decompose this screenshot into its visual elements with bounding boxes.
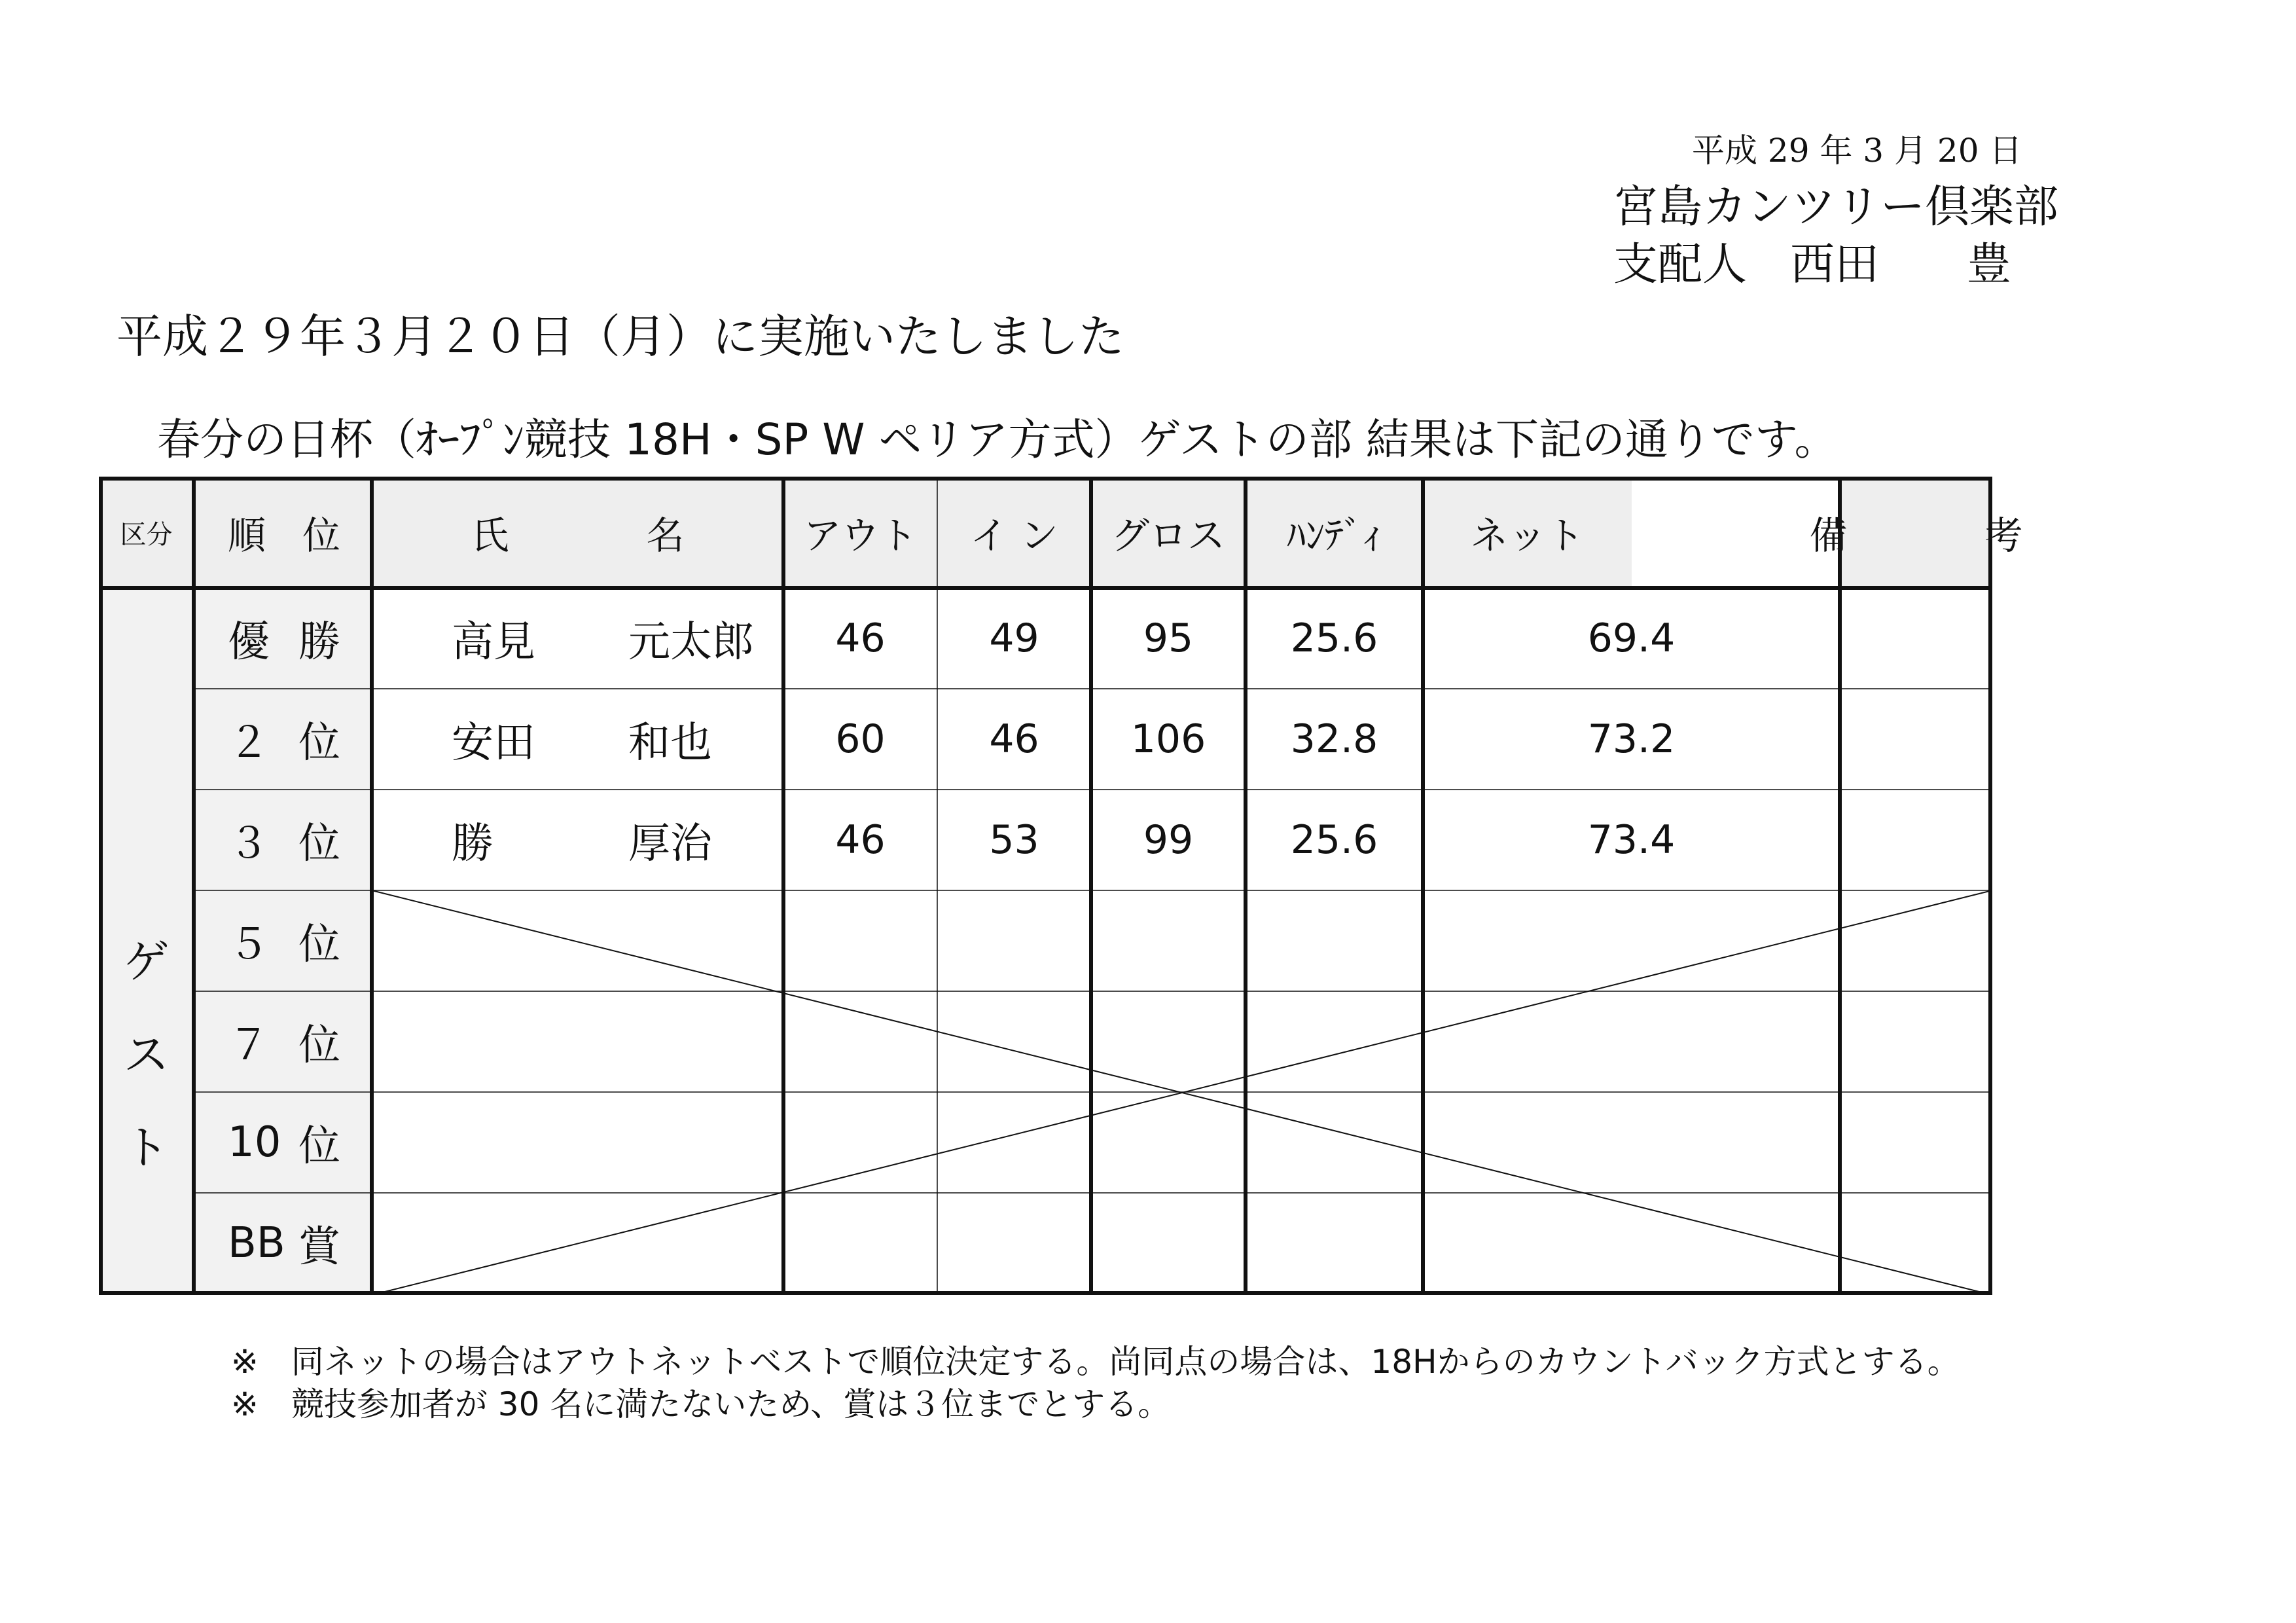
- table-grid: [99, 477, 1992, 1295]
- gross-cell: 95: [1143, 615, 1194, 661]
- rank-part: 10: [228, 1118, 281, 1167]
- rank-part: ７: [228, 1021, 270, 1070]
- player-last-name: 安田: [452, 719, 535, 767]
- manager-first-name: 豊: [1967, 239, 2012, 291]
- issue-date: 平成 29 年 3 月 20 日: [1692, 132, 2022, 170]
- out-cell: 46: [835, 615, 886, 661]
- name-header-char: 氏: [471, 513, 509, 558]
- manager-line: [1613, 229, 2011, 293]
- in-cell: 53: [989, 817, 1039, 863]
- player-last-name: 高見: [452, 618, 535, 666]
- manager-last-name: 西田: [1790, 239, 1880, 291]
- remarks-header-char: 考: [1984, 513, 2023, 558]
- in-cell: 49: [989, 615, 1039, 661]
- player-first-name: 和也: [628, 719, 712, 767]
- division-header: 区分: [99, 477, 194, 588]
- gross-cell: 99: [1143, 817, 1194, 863]
- note-participants: ※ 競技参加者が 30 名に満たないため、賞は３位までとする。: [231, 1385, 1171, 1423]
- rank-part: 位: [298, 1021, 340, 1070]
- handicap-header: ﾊﾝﾃﾞｨ: [1246, 477, 1423, 588]
- competition-subject: 春分の日杯（ｵｰﾌﾟﾝ競技 18H・SP W ペリア方式）ゲストの部 結果は下記の通りです。: [157, 414, 1838, 465]
- rank-part: 位: [298, 1122, 340, 1171]
- player-first-name: 元太郎: [628, 618, 754, 666]
- in-header: イ ン: [937, 477, 1091, 588]
- handicap-cell: 25.6: [1290, 615, 1378, 661]
- note-tiebreak: ※ 同ネットの場合はアウトネットベストで順位決定する。尚同点の場合は、18Hからのカウントバック方式とする。: [231, 1343, 1960, 1381]
- results-table: [99, 477, 2023, 1295]
- rank-part: ３: [228, 820, 270, 868]
- player-last-name: 勝: [452, 820, 493, 868]
- out-header: アウト: [783, 477, 937, 588]
- player-first-name: 厚治: [628, 820, 712, 868]
- rank-part: ５: [228, 921, 270, 969]
- net-header: ネット: [1423, 477, 1632, 588]
- rank-part: ２: [228, 719, 270, 767]
- out-cell: 46: [835, 817, 886, 863]
- rank-header-char: 順: [228, 513, 266, 558]
- rank-part: 優: [228, 618, 270, 666]
- name-header-char: 名: [646, 513, 685, 558]
- rank-header-char: 位: [302, 513, 340, 558]
- remarks-header-char: 備: [1809, 513, 1848, 558]
- rank-part: 位: [298, 921, 340, 969]
- club-name: 宮島カンツリー倶楽部: [1613, 181, 2059, 233]
- intro-text: 平成２９年３月２０日（月）に実施いたしました: [117, 310, 1124, 363]
- rank-part: 勝: [298, 618, 340, 666]
- net-cell: 69.4: [1587, 615, 1676, 661]
- out-cell: 60: [835, 716, 886, 762]
- rank-part: 位: [298, 820, 340, 868]
- net-cell: 73.4: [1587, 817, 1676, 863]
- gross-cell: 106: [1130, 716, 1206, 762]
- net-cell: 73.2: [1587, 716, 1676, 762]
- rank-part: BB: [228, 1219, 285, 1267]
- division-char: ゲ: [123, 935, 170, 989]
- handicap-cell: 32.8: [1290, 716, 1378, 762]
- in-cell: 46: [989, 716, 1039, 762]
- division-char: ス: [123, 1028, 170, 1082]
- division-char: ト: [123, 1121, 170, 1175]
- handicap-cell: 25.6: [1290, 817, 1378, 863]
- manager-title: 支配人: [1613, 239, 1748, 291]
- rank-part: 位: [298, 719, 340, 767]
- rank-part: 賞: [298, 1223, 340, 1271]
- gross-header: グロス: [1091, 477, 1246, 588]
